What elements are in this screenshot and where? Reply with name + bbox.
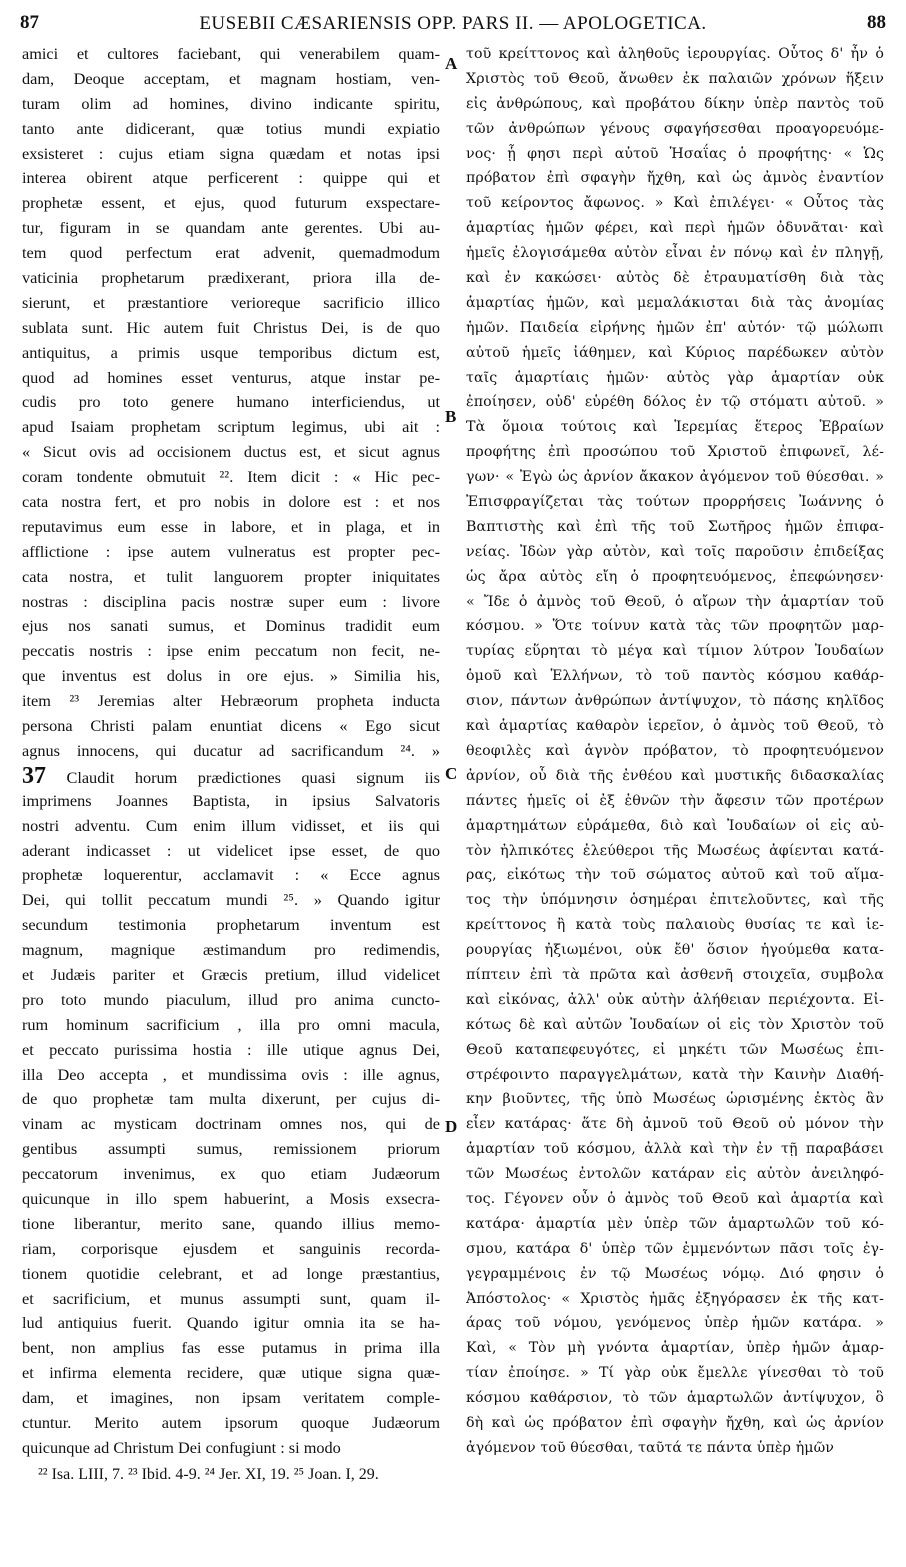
text-line: καὶ εἰκόνας, ἀλλ' οὐκ αὐτὴν ἀλήθειαν περιέχοντα. Εἰ- <box>466 991 884 1008</box>
text-line: cata nostra, et tulit languorem propter iniquitates <box>22 566 440 586</box>
text-line: εἰς ἀνθρώπους, καὶ προβάτου δίκην ὑπὲρ παντὸς τοῦ <box>466 95 884 112</box>
text-line: τίαν ἐποίησε. » Τί γὰρ οὐκ ἔμελλε γίνεσθαι τὸ τοῦ <box>466 1365 884 1382</box>
text-line: aderant indicasset : ut videlicet ipse esset, de quo <box>22 840 440 860</box>
margin-marker-c: C <box>445 764 458 783</box>
text-line: πάντες ἡμεῖς οἱ ἐξ ἐθνῶν τὴν ἄφεσιν τῶν προτέρων <box>466 792 884 809</box>
text-line: Ἀπόστολος· « Χριστὸς ἡμᾶς ἐξηγόρασεν ἐκ τῆς κατ- <box>466 1290 884 1307</box>
text-line: riam, corporisque ejusdem et sanguinis recorda- <box>22 1238 440 1258</box>
text-line: tem quod perfectum erat advenit, quemadmodum <box>22 243 440 263</box>
text-line: νείας. Ἰδὼν γὰρ αὐτὸν, καὶ τοῖς παροῦσιν ἐπιδείξας <box>466 543 884 560</box>
text-line: ἁμαρτίας ἡμῶν φέρει, καὶ περὶ ἡμῶν ὀδυνᾶται· καὶ <box>466 220 884 237</box>
text-line: ἀγόμενον τοῦ θύεσθαι, ταῦτά τε πάντα ὑπὲρ ἡμῶν <box>466 1439 835 1456</box>
section-number: 37 <box>22 763 46 789</box>
text-line: peccatis nostris : ipse enim peccatum non fecit, ne- <box>22 641 440 661</box>
text-line: άρας τοῦ νόμου, γενόμενος ὑπὲρ ἡμῶν κατάρα. » <box>466 1315 884 1332</box>
text-line: tanto ante didicerant, quæ totius mundi expiatio <box>22 118 440 138</box>
text-line <box>22 764 440 789</box>
text-line: ταῖς ἁμαρτίαις ἡμῶν· αὐτὸς γὰρ ἁμαρτίαν οὐκ <box>466 369 884 386</box>
text-line: πίπτειν ἐπὶ τὰ πρῶτα καὶ ἀσθενῆ στοιχεῖα, συμβολα <box>466 966 884 983</box>
text-line: peccatorum invenimus, ex quo etiam Judæorum <box>22 1164 440 1184</box>
text-line: quicunque in illo spem habuerint, a Mosis exsecra- <box>22 1188 440 1208</box>
text-line: « Ἴδε ὁ ἀμνὸς τοῦ Θεοῦ, ὁ αἴρων τὴν ἁμαρτίαν τοῦ <box>466 593 884 610</box>
text-line: θεοφιλὲς καὶ ἁγνὸν πρόβατον, τὸ προφητευόμενον <box>466 742 884 759</box>
text-line: ἁμαρτίας ἡμῶν, καὶ μεμαλάκισται διὰ τὰς ἀνομίας <box>466 294 884 311</box>
text-line: coram tondente obmutuit ²². Item dicit : « Hic pec- <box>22 467 440 487</box>
text-line: ἀρνίον, οὗ διὰ τῆς ἐνθέου καὶ μυστικῆς διδασκαλίας <box>466 767 884 784</box>
text-line: agnus innocens, qui ducatur ad sacrificandum ²⁴. » <box>22 740 440 760</box>
text-line: interea obirent atque perficerent : quippe qui et <box>22 168 440 188</box>
text-line: δὴ καὶ ὡς πρόβατον ἐπὶ σφαγὴν ἤχθη, καὶ ὡς ἀρνίον <box>466 1414 884 1431</box>
text-line: « Sicut ovis ad occisionem ductus est, et sicut agnus <box>22 442 440 462</box>
text-line: καὶ ἁμαρτίας καθαρὸν ἱερεῖον, ὁ ἀμνὸς τοῦ Θεοῦ, τὸ <box>466 718 884 735</box>
text-line: ἡμεῖς ἐλογισάμεθα αὐτὸν εἶναι ἐν πόνῳ καὶ ἐν πληγῇ, <box>466 245 884 262</box>
text-line: γων· « Ἐγὼ ὡς ἀρνίον ἄκακον ἀγόμενον τοῦ θύεσθαι. » <box>466 469 884 486</box>
text-line: illa Deo accepta , et mundissima ovis : ille agnus, <box>22 1064 440 1084</box>
text-line: Τὰ ὅμοια τούτοις καὶ Ἱερεμίας ἕτερος Ἑβραίων <box>466 419 884 436</box>
text-line: τος. Γέγονεν οὖν ὁ ἀμνὸς τοῦ Θεοῦ καὶ ἁμαρτία καὶ <box>466 1190 884 1207</box>
margin-marker-b: B <box>445 407 457 426</box>
text-line: σμου, κατάρα δ' ὑπὲρ τῶν ἐμμενόντων πᾶσι τοῖς ἐγ- <box>466 1240 884 1257</box>
text-line: ἁμαρτημάτων εὑράμεθα, διὸ καὶ Ἰουδαίων οἱ εἰς αὐ- <box>466 817 884 834</box>
text-line: cudis pro toto genere humano interficiendus, ut <box>22 392 440 412</box>
text-line: κην βιοῦντες, τῆς ὑπὸ Μωσέως ὡρισμένης ἐκτὸς ἂν <box>466 1091 884 1108</box>
text-line: sierunt, et præstantiore verioreque sacrificio illico <box>22 292 440 312</box>
text-line: nostri adventu. Cum enim illum vidisset, et iis qui <box>22 815 440 835</box>
text-line: τυρίας εὕρηται τὸ μέγα καὶ τίμιον λύτρον Ἰουδαίων <box>466 643 884 660</box>
text-line: dam, et imagines, non ipsam veritatem comple- <box>22 1388 440 1408</box>
text-line: στρέφοιντο παραγγελμάτων, κατὰ τὴν Καινὴν Διαθή- <box>466 1066 884 1083</box>
text-line: πρόβατον ἐπὶ σφαγὴν ἤχθη, καὶ ὡς ἀμνὸς ἐναντίον <box>466 170 884 187</box>
text-line: exsisteret : cujus etiam signa quædam et notas ipsi <box>22 143 440 163</box>
text-line: κρείττονος ἢ κατὰ τοὺς παλαιοὺς θυσίας τε καὶ ἱε- <box>466 917 884 934</box>
text-line: imprimens Joannes Baptista, in ipsius Salvatoris <box>22 790 440 810</box>
text-line: dam, Deoque acceptam, et magnam hostiam, ven- <box>22 68 440 88</box>
page-number-right: 88 <box>867 12 886 33</box>
text-line: tur, figuram in se quandam ante gerentes. Ubi au- <box>22 218 440 238</box>
text-line: antiquitus, a primis usque temporibus dictum est, <box>22 342 440 362</box>
text-line: Ἐπισφραγίζεται τὰς τούτων προρρήσεις Ἰωάννης ὁ <box>466 494 884 511</box>
text-line: de quo prophetæ tam multa dixerunt, per cujus di- <box>22 1089 440 1109</box>
text-line: κόσμου καθάρσιον, τὸ τῶν ἁμαρτωλῶν ἀντίψυχον, ὃ <box>466 1390 884 1407</box>
text-line: τοῦ κρείττονος καὶ ἀληθοῦς ἱερουργίας. Οὗτος δ' ἦν ὁ <box>466 46 884 62</box>
running-title: EUSEBII CÆSARIENSIS OPP. PARS II. — APOLOGETICA. <box>199 13 707 34</box>
text-line: κατάρα· ἁμαρτία μὲν ὑπὲρ τῶν ἁμαρτωλῶν τοῦ κό- <box>466 1215 884 1232</box>
footnotes: ²² Isa. LIII, 7. ²³ Ibid. 4-9. ²⁴ Jer. XI, 19. ²⁵ Joan. I, 29. <box>38 1466 379 1483</box>
text-line: καὶ ἐν κακώσει· αὐτὸς δὲ ἐτραυματίσθη διὰ τὰς <box>466 270 884 287</box>
text-line: quicunque ad Christum Dei confugiunt : si modo <box>22 1437 341 1457</box>
text-line: εἶεν κατάρας· ἅτε δὴ ἀμνοῦ τοῦ Θεοῦ οὐ μόνον τὴν <box>466 1116 884 1133</box>
text-line: nostras : disciplina pacis nostræ super eum : livore <box>22 591 440 611</box>
text-line: tionem quotidie celebrant, et ad longe præstantius, <box>22 1263 440 1283</box>
text-line-content: Claudit horum prædictiones quasi signum iis <box>66 767 440 787</box>
text-line: reputavimus eum esse in labore, et in plaga, et in <box>22 516 440 536</box>
text-line: item ²³ Jeremias alter Hebræorum propheta inducta <box>22 691 440 711</box>
text-line: ρουργίας ἠξιωμένοι, οὐκ ἔθ' ὅσιον ἡγούμεθα κατα- <box>466 942 884 959</box>
text-line: bent, non amplius fas esse putamus in prima illa <box>22 1338 440 1358</box>
page-number-left: 87 <box>20 12 39 33</box>
text-line: gentibus assumpti sumus, remissionem priorum <box>22 1139 440 1159</box>
latin-column <box>22 42 440 1461</box>
text-line: τος τὴν ὑπόμνησιν ὁσημέραι ἐπιτελοῦντες, καὶ τῆς <box>466 892 884 909</box>
margin-marker-a: A <box>445 54 458 73</box>
text-line: et peccato purissima hostia : ille utique agnus Dei, <box>22 1039 440 1059</box>
text-line: et sacrificium, et munus assumpti sunt, quam il- <box>22 1288 440 1308</box>
text-line: vaticinia prophetarum prædixerant, priora illa de- <box>22 268 440 288</box>
text-line: turam olim ad homines, divino indicante spiritu, <box>22 93 440 113</box>
text-line: cata nostra fert, et pro nobis in dolore est : et nos <box>22 492 440 512</box>
text-line: prophetæ loquerentur, acclamavit : « Ecce agnus <box>22 865 440 885</box>
text-line: magnum, magnique æstimandum pro redimendis, <box>22 940 440 960</box>
text-line: ὡς ἄρα αὐτὸς εἴη ὁ προφητευόμενος, ἐπεφώνησεν· <box>466 568 884 585</box>
text-line: tione liberantur, merito sane, quando illius memo- <box>22 1213 440 1233</box>
text-line: secundum testimonia prophetarum inventum est <box>22 915 440 935</box>
text-line: σιον, πάντων ἀνθρώπων ἀντίψυχον, τὸ πάσης κηλῖδος <box>466 693 884 710</box>
text-line: τοῦ κείροντος ἄφωνος. » Καὶ ἐπιλέγει· « Οὗτος τὰς <box>466 195 884 212</box>
text-line: lud antiquius fuerit. Quando igitur omnia ita se ha- <box>22 1313 440 1333</box>
text-line: et Judæis pariter et Græcis pretium, illud videlicet <box>22 964 440 984</box>
text-line: Βαπτιστὴς καὶ ἐπὶ τῆς τοῦ Σωτῆρος ἡμῶν ἐπιφα- <box>466 518 884 535</box>
text-line: κότως δὲ καὶ αὐτῶν Ἰουδαίων οἱ εἰς τὸν Χριστὸν τοῦ <box>466 1016 884 1033</box>
text-line: rum hominum sacrificium , illa pro omni macula, <box>22 1014 440 1034</box>
text-line: Θεοῦ καταπεφευγότες, εἰ μηκέτι τῶν Μωσέως ἐπι- <box>466 1041 884 1058</box>
text-line: quod ad homines esset venturus, atque instar pe- <box>22 367 440 387</box>
text-line: αὐτοῦ ἡμεῖς ἰάθημεν, καὶ Κύριος παρέδωκεν αὐτὸν <box>466 344 884 361</box>
text-line: ἡμῶν. Παιδεία εἰρήνης ἡμῶν ἐπ' αὐτόν· τῷ μώλωπι <box>466 319 884 336</box>
text-line: Καὶ, « Τὸν μὴ γνόντα ἁμαρτίαν, ὑπὲρ ἡμῶν ἁμαρ- <box>466 1340 884 1357</box>
text-line: persona Christi palam enuntiat dicens « Ego sicut <box>22 716 440 736</box>
text-line: κόσμου. » Ὅτε τοίνυν κατὰ τὰς τῶν προφητῶν μαρ- <box>466 618 884 635</box>
text-line: ἐποίησεν, οὐδ' εὑρέθη δόλος ἐν τῷ στόματι αὐτοῦ. » <box>466 394 884 411</box>
text-line: afflictione : ipse autem vulneratus est propter pec- <box>22 541 440 561</box>
text-line: amici et cultores faciebant, qui venerabilem quam- <box>22 44 440 63</box>
text-line: Χριστὸς τοῦ Θεοῦ, ἄνωθεν ἐκ παλαιῶν χρόνων ἥξειν <box>466 70 884 87</box>
text-line: τῶν ἀνθρώπων γένους σφαγήσεσθαι προαγορευόμε- <box>466 120 884 137</box>
greek-column <box>466 42 884 1461</box>
text-line: προφήτης ἐπὶ προσώπου τοῦ Χριστοῦ ἐπιφωνεῖ, λέ- <box>466 444 884 461</box>
text-line: τῶν Μωσέως ἐντολῶν κατάραν εἰς αὐτὸν ἀνειληφό- <box>466 1166 884 1183</box>
text-line: prophetæ essent, et ejus, quod futurum exspectare- <box>22 193 440 213</box>
text-line: τὸν ἠλπικότες ἐλεύθεροι τῆς Μωσέως ἀφίενται κατά- <box>466 842 884 859</box>
text-line: et infirma elementa recidere, quæ utique signa quæ- <box>22 1363 440 1383</box>
text-line: apud Isaiam prophetam scriptum legimus, ubi ait : <box>22 417 440 437</box>
text-line: ejus nos sanati sumus, et Dominus tradidit eum <box>22 616 440 636</box>
text-line: γεγραμμένοις ἐν τῷ Μωσέως νόμῳ. Διό φησιν ὁ <box>466 1265 884 1282</box>
text-line: ὁμοῦ καὶ Ἑλλήνων, τὸ τοῦ παντὸς κόσμου καθάρ- <box>466 668 884 685</box>
text-line: νος· ᾗ φησι περὶ αὐτοῦ Ἡσαΐας ὁ προφήτης· « Ὡς <box>466 145 884 162</box>
text-line: ρας, εἰκότως τὴν τοῦ σώματος αὐτοῦ καὶ τοῦ αἵμα- <box>466 867 884 884</box>
running-header <box>20 12 886 40</box>
text-line: ἁμαρτίαν τοῦ κόσμου, ἀλλὰ καὶ τὴν ἐν τῇ παραβάσει <box>466 1141 884 1158</box>
text-line: vinam ac mysticam doctrinam omnes nos, qui de <box>22 1114 440 1134</box>
text-line: ctuntur. Merito autem ipsorum quoque Judæorum <box>22 1412 440 1432</box>
margin-marker-d: D <box>445 1117 458 1136</box>
text-line: sublata sunt. Hic autem fuit Christus Dei, is de quo <box>22 317 440 337</box>
text-line: que inventus est dolus in ore ejus. » Similia his, <box>22 666 440 686</box>
text-line: pro toto mundo piaculum, illud pro anima cuncto- <box>22 989 440 1009</box>
text-line: Dei, qui tollit peccatum mundi ²⁵. » Quando igitur <box>22 890 440 910</box>
